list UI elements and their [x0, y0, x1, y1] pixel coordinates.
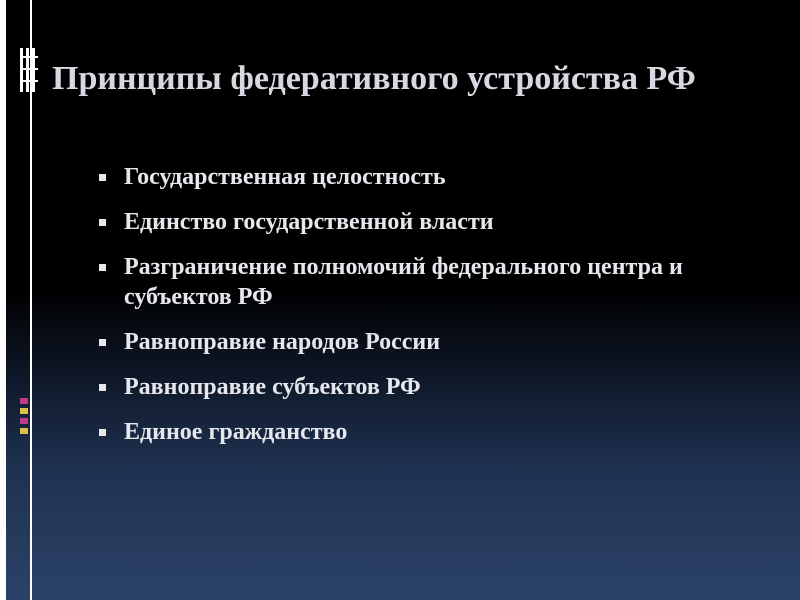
bullet-item [96, 327, 736, 357]
left-edge-strip [0, 0, 6, 600]
bullet-text: Разграничение полномочий федерального центра и субъектов РФ [124, 254, 683, 310]
bullet-item [96, 252, 736, 312]
square-bullet-icon [99, 264, 106, 271]
bullet-text: Единство государственной власти [124, 209, 494, 235]
color-stripe-decoration [20, 398, 30, 438]
bullet-item [96, 417, 736, 447]
bullet-text: Государственная целостность [124, 164, 446, 190]
bullet-text: Единое гражданство [124, 419, 348, 445]
bullet-text: Равноправие субъектов РФ [124, 374, 421, 400]
bullet-list [96, 162, 736, 462]
square-bullet-icon [99, 339, 106, 346]
square-bullet-icon [99, 174, 106, 181]
grid-decoration [20, 48, 38, 92]
square-bullet-icon [99, 219, 106, 226]
bullet-item [96, 207, 736, 237]
square-bullet-icon [99, 429, 106, 436]
bullet-text: Равноправие народов России [124, 329, 441, 355]
bullet-item [96, 372, 736, 402]
square-bullet-icon [99, 384, 106, 391]
slide-title: Принципы федеративного устройства РФ [52, 60, 696, 97]
bullet-item [96, 162, 736, 192]
